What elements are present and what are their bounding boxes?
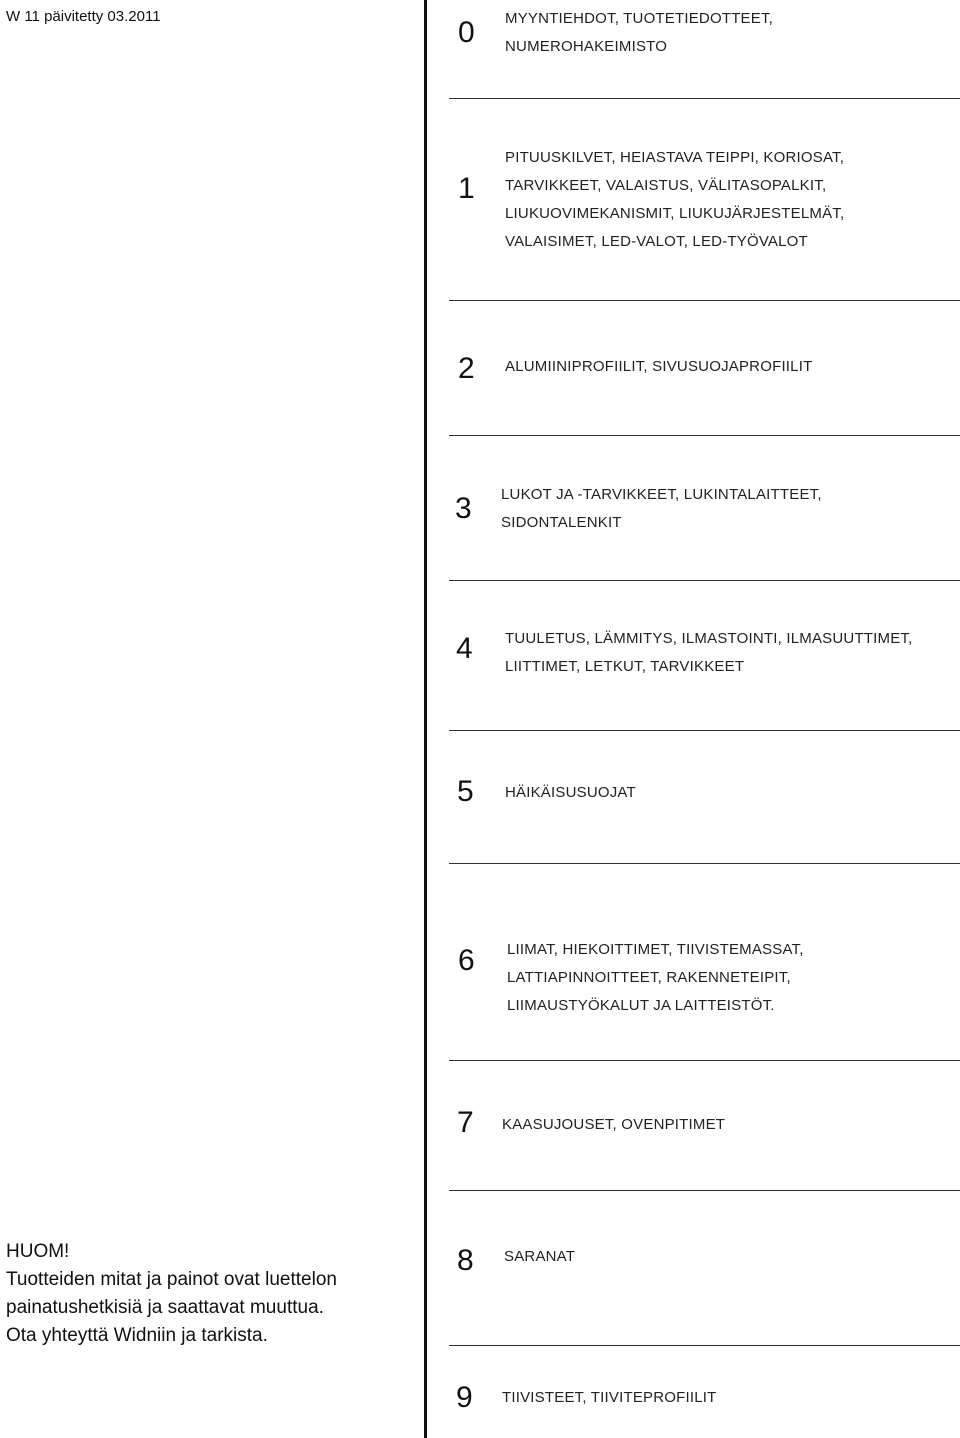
section-separator bbox=[449, 300, 960, 301]
section-4-description bbox=[505, 625, 913, 681]
section-3-description bbox=[501, 481, 822, 537]
update-note: W 11 päivitetty 03.2011 bbox=[6, 8, 161, 25]
section-number-9: 9 bbox=[456, 1381, 473, 1414]
section-number-4: 4 bbox=[456, 632, 473, 665]
description-line: TIIVISTEET, TIIVITEPROFIILIT bbox=[502, 1389, 717, 1406]
description-line: MYYNTIEHDOT, TUOTETIEDOTTEET, bbox=[505, 10, 774, 27]
section-separator bbox=[449, 580, 960, 581]
description-line: ALUMIINIPROFIILIT, SIVUSUOJAPROFIILIT bbox=[505, 358, 813, 375]
section-separator bbox=[449, 1190, 960, 1191]
section-5-description bbox=[505, 779, 636, 807]
description-line: LIUKUOVIMEKANISMIT, LIUKUJÄRJESTELMÄT, bbox=[505, 205, 845, 222]
section-separator bbox=[449, 1345, 960, 1346]
description-line: LIIMAUSTYÖKALUT JA LAITTEISTÖT. bbox=[507, 997, 775, 1014]
section-separator bbox=[449, 730, 960, 731]
description-line: LIITTIMET, LETKUT, TARVIKKEET bbox=[505, 658, 745, 675]
notice-heading: HUOM! bbox=[6, 1241, 70, 1262]
section-9-description bbox=[502, 1384, 717, 1412]
section-number-7: 7 bbox=[457, 1106, 474, 1139]
section-number-1: 1 bbox=[458, 172, 475, 205]
section-0-description bbox=[505, 5, 773, 61]
section-separator bbox=[449, 98, 960, 99]
notice-line: painatushetkisiä ja saattavat muuttua. bbox=[6, 1297, 324, 1318]
description-line: LATTIAPINNOITTEET, RAKENNETEIPIT, bbox=[507, 969, 791, 986]
section-number-6: 6 bbox=[458, 944, 475, 977]
description-line: VALAISIMET, LED-VALOT, LED-TYÖVALOT bbox=[505, 233, 808, 250]
description-line: NUMEROHAKEIMISTO bbox=[505, 38, 668, 55]
description-line: SIDONTALENKIT bbox=[501, 514, 622, 531]
vertical-divider bbox=[424, 0, 427, 1438]
description-line: LIIMAT, HIEKOITTIMET, TIIVISTEMASSAT, bbox=[507, 941, 804, 958]
section-number-3: 3 bbox=[455, 492, 472, 525]
section-separator bbox=[449, 435, 960, 436]
description-line: SARANAT bbox=[504, 1248, 576, 1265]
section-separator bbox=[449, 1060, 960, 1061]
description-line: PITUUSKILVET, HEIASTAVA TEIPPI, KORIOSAT, bbox=[505, 149, 845, 166]
section-number-0: 0 bbox=[458, 16, 475, 49]
description-line: TUULETUS, LÄMMITYS, ILMASTOINTI, ILMASUUTTIMET, bbox=[505, 630, 913, 647]
notice-line: Tuotteiden mitat ja painot ovat luettelon bbox=[6, 1269, 337, 1290]
notice-line: Ota yhteyttä Widniin ja tarkista. bbox=[6, 1325, 268, 1346]
description-line: TARVIKKEET, VALAISTUS, VÄLITASOPALKIT, bbox=[505, 177, 827, 194]
section-6-description bbox=[507, 936, 804, 1020]
section-7-description bbox=[502, 1111, 725, 1139]
description-line: HÄIKÄISUSUOJAT bbox=[505, 784, 636, 801]
description-line: KAASUJOUSET, OVENPITIMET bbox=[502, 1116, 726, 1133]
section-number-5: 5 bbox=[457, 775, 474, 808]
notice-box bbox=[6, 1238, 416, 1350]
section-1-description bbox=[505, 144, 844, 256]
section-8-description bbox=[504, 1243, 575, 1271]
section-number-8: 8 bbox=[457, 1244, 474, 1277]
description-line: LUKOT JA -TARVIKKEET, LUKINTALAITTEET, bbox=[501, 486, 822, 503]
section-2-description bbox=[505, 353, 812, 381]
section-separator bbox=[449, 863, 960, 864]
section-number-2: 2 bbox=[458, 352, 475, 385]
